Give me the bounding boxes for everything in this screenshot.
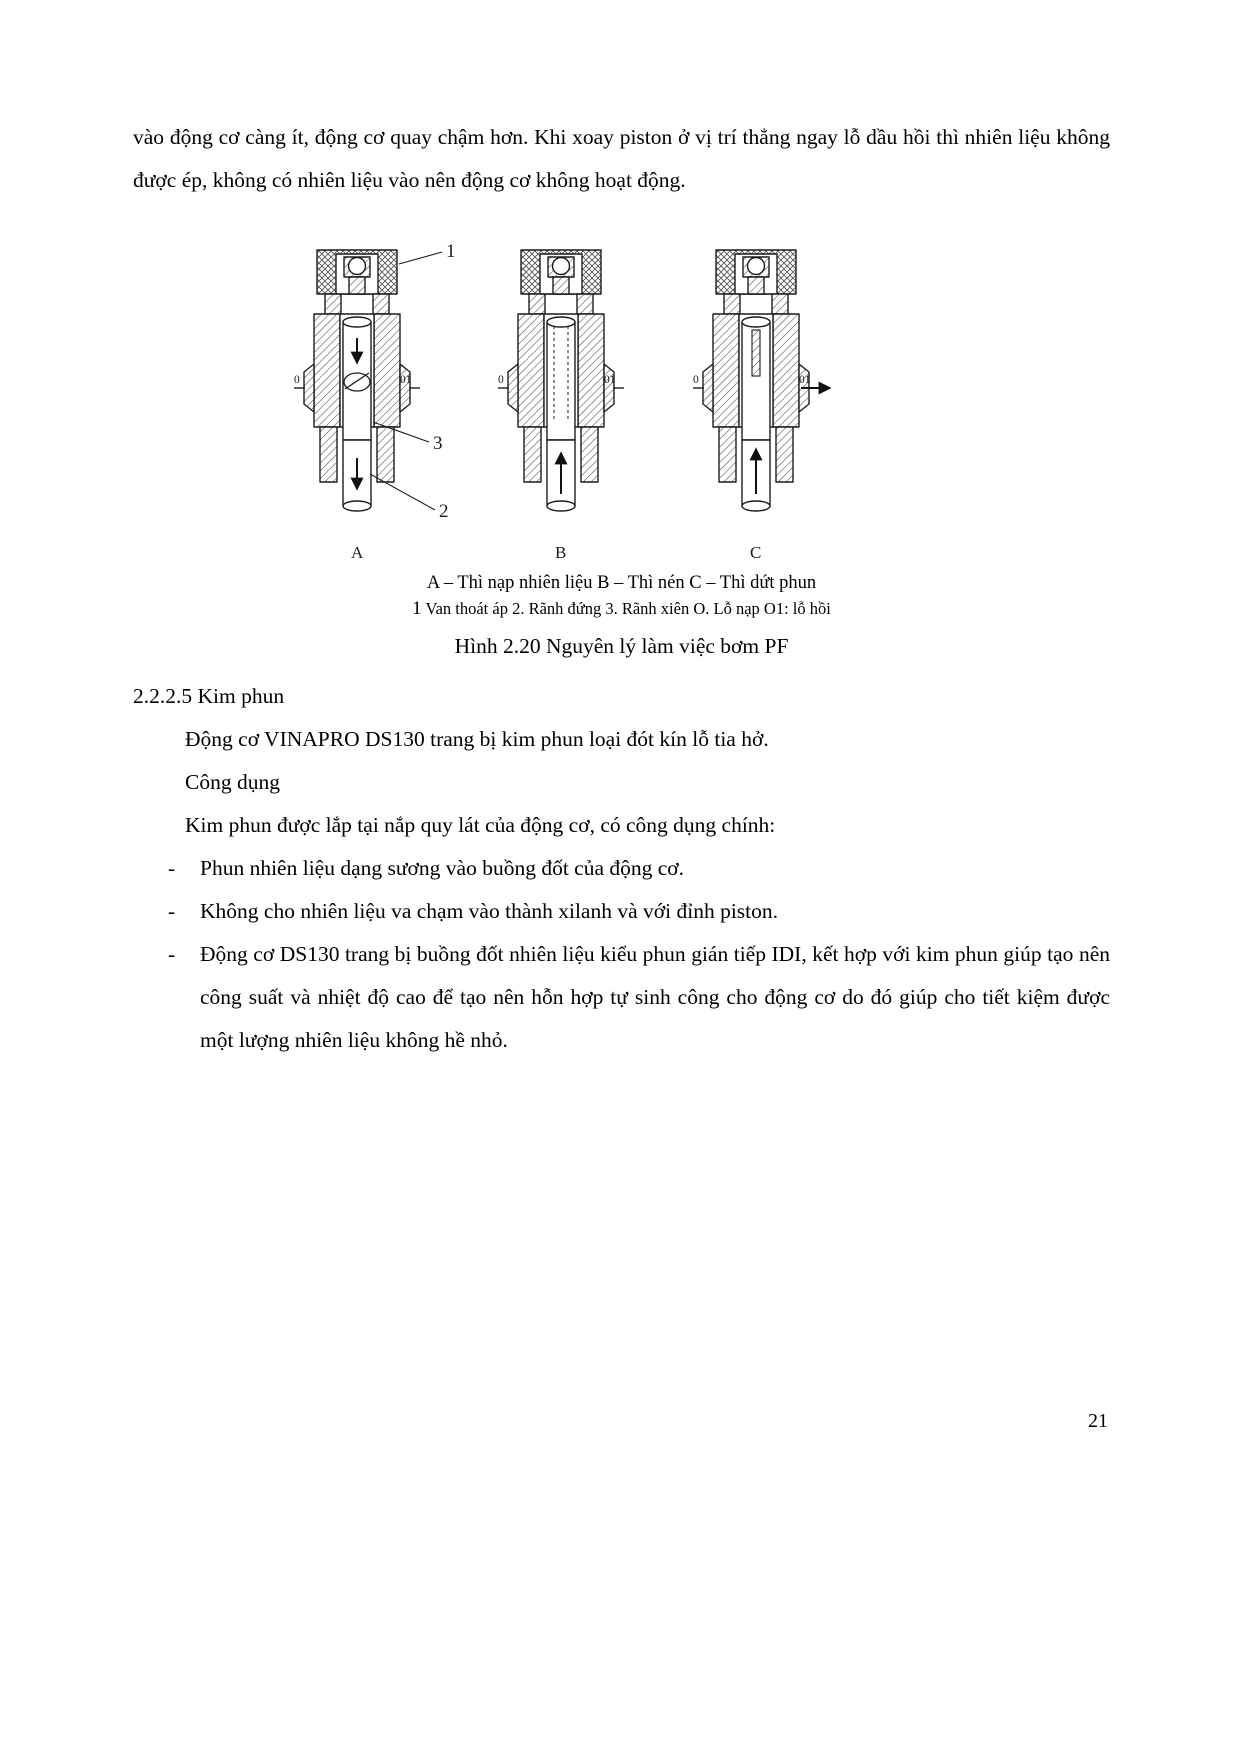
callout-3-label: 3 <box>432 433 442 454</box>
usage-intro-paragraph: Kim phun được lắp tại nắp quy lát của động cơ, có công dụng chính: <box>185 813 776 837</box>
usage-title-paragraph: Công dụng <box>185 770 280 794</box>
pump-diagram <box>232 222 1012 568</box>
port-label-inlet: 0 <box>293 374 300 386</box>
page-number: 21 <box>1088 1410 1108 1432</box>
bullet-dash: - <box>168 856 176 880</box>
panel-letter-b: B <box>554 543 566 562</box>
engine-paragraph: Động cơ VINAPRO DS130 trang bị kim phun loại đót kín lỗ tia hở. <box>185 727 769 751</box>
bullet-text: Không cho nhiên liệu va chạm vào thành xilanh và với đỉnh piston. <box>200 899 779 923</box>
panel-letter-c: C <box>749 543 761 562</box>
figure-caption-parts-text: Van thoát áp 2. Rãnh đứng 3. Rãnh xiên O. Lỗ nạp O1: lỗ hồi <box>421 599 831 618</box>
bullet-dash: - <box>168 899 176 923</box>
pump-section-a <box>294 250 420 511</box>
bullet-item <box>133 890 1110 933</box>
callout-1-label: 1 <box>445 241 455 262</box>
page-content <box>133 116 1110 1062</box>
callout-2-label: 2 <box>438 501 448 522</box>
figure-title: Hình 2.20 Nguyên lý làm việc bơm PF <box>454 634 789 658</box>
port-label-return: 01 <box>798 374 810 386</box>
bullet-item <box>133 847 1110 890</box>
intro-paragraph: vào động cơ càng ít, động cơ quay chậm hơn. Khi xoay piston ở vị trí thẳng ngay lỗ dầu hồi thì nhiên liệu không được ép, không có nhiên liệu vào nên động cơ không hoạt động. <box>133 125 1110 192</box>
port-label-return: 01 <box>399 374 411 386</box>
bullet-list <box>133 847 1110 1062</box>
port-label-inlet: 0 <box>497 374 504 386</box>
port-label-return: 01 <box>603 374 615 386</box>
bullet-item <box>133 933 1110 1062</box>
bullet-text: Phun nhiên liệu dạng sương vào buồng đốt của động cơ. <box>200 856 685 880</box>
section-heading: 2.2.2.5 Kim phun <box>133 684 285 708</box>
figure-caption-parts <box>133 596 1110 621</box>
figure-caption-parts-number: 1 <box>412 598 422 619</box>
panel-letter-a: A <box>350 543 363 562</box>
bullet-dash: - <box>168 942 176 966</box>
pump-section-c <box>693 250 829 511</box>
figure-caption-phases: A – Thì nạp nhiên liệu B – Thì nén C – Thì dứt phun <box>426 573 817 593</box>
figure-2-20 <box>133 222 1110 661</box>
bullet-text: Động cơ DS130 trang bị buồng đốt nhiên liệu kiểu phun gián tiếp IDI, kết hợp với kim phun giúp tạo nên công suất và nhiệt độ cao để tạo nên hỗn hợp tự sinh công cho động cơ do đó giúp cho tiết kiệm được một lượng nhiên liệu không hề nhỏ. <box>200 942 1110 1052</box>
pump-section-b <box>498 250 624 511</box>
port-label-inlet: 0 <box>692 374 699 386</box>
